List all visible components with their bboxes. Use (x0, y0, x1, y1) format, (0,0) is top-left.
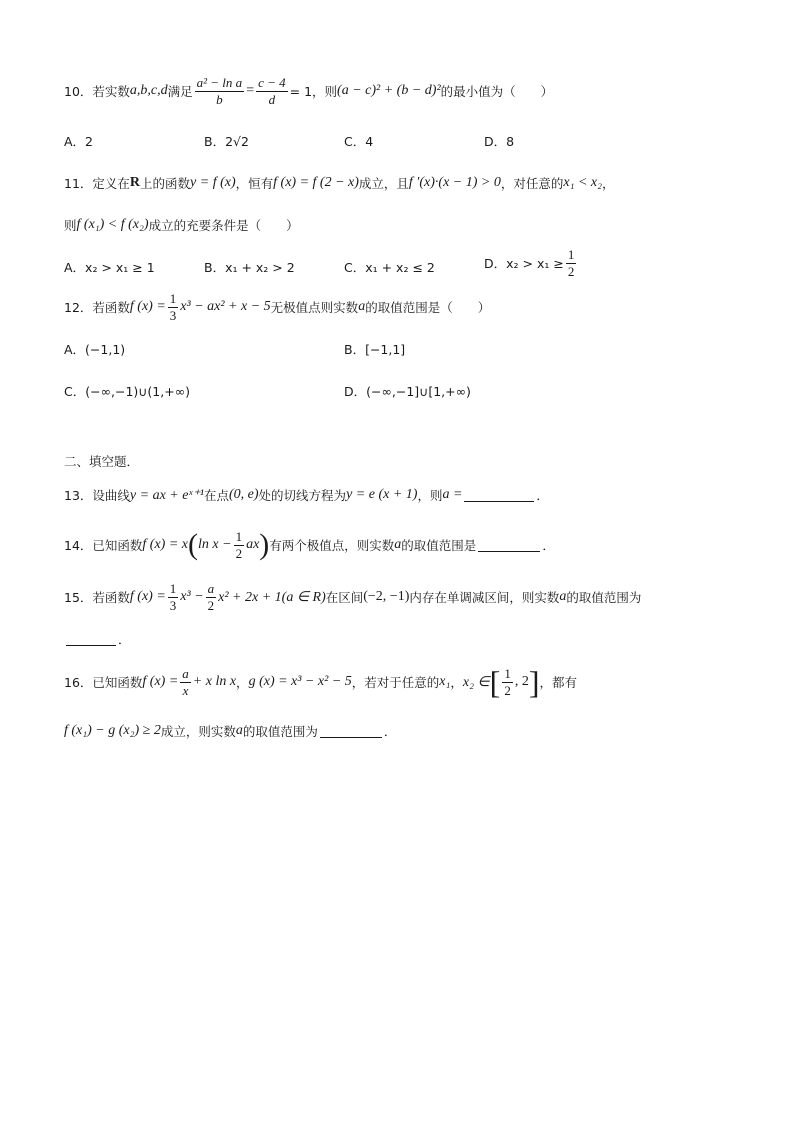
fraction-numerator: 1 (169, 291, 177, 306)
q11-identity: f (x) = f (2 − x) (273, 175, 359, 190)
q15-expression: x³ − (180, 589, 204, 605)
q12-option-c[interactable]: C．(−∞,−1)∪(1,+∞) (64, 384, 190, 399)
q14-stem (64, 530, 555, 560)
q12-expression: x³ − ax² + x − 5 (180, 299, 271, 315)
q10-option-c[interactable]: C．4 (344, 134, 374, 149)
left-bracket: [ (489, 664, 501, 700)
q11-text: ，对任意的 (500, 176, 564, 191)
q15-function-name: f (x) = (129, 589, 166, 605)
q11-tail: 成立的充要条件是（ ） (148, 218, 299, 233)
q12-variable: a (358, 299, 366, 315)
q16-answer-blank[interactable] (320, 725, 382, 738)
q10-option-d[interactable]: D．8 (484, 134, 515, 149)
q16-x1: x₁ (439, 674, 451, 689)
fraction-denominator: d (268, 91, 276, 107)
q10-fraction-1 (195, 76, 245, 106)
q11-option-d-fraction (566, 248, 577, 278)
q16-inequality: f (x₁) − g (x₂) ≥ 2 (64, 723, 161, 738)
q12-fraction (168, 292, 179, 322)
q14-fraction (234, 530, 245, 560)
q11-option-d-label: D．x₂ > x₁ ≥ (484, 256, 564, 272)
q12-function-name: f (x) = (129, 299, 166, 315)
q11-function: y = f (x) (190, 175, 236, 190)
q10-option-b[interactable]: B．2√2 (204, 134, 249, 149)
q14-text: 有两个极值点，则实数 (269, 538, 395, 554)
q12-stem (64, 292, 490, 322)
fraction-denominator: 2 (504, 682, 511, 698)
q16-interval-end: , 2 (514, 674, 529, 689)
real-set-symbol: R (129, 175, 141, 190)
q15-number: 15．若函数 (64, 590, 130, 606)
q14-function-name: f (x) = x (142, 537, 188, 553)
q11-inequality: f (x₁) < f (x₂) (76, 217, 149, 232)
fraction-denominator: 2 (235, 545, 243, 561)
q16-f-expression: + x ln x (192, 674, 237, 689)
q11-option-a[interactable]: A．x₂ > x₁ ≥ 1 (64, 260, 155, 275)
q11-option-b[interactable]: B．x₁ + x₂ > 2 (204, 260, 295, 275)
q16-text: 的取值范围为 (242, 724, 318, 739)
q14-variable: a (394, 537, 402, 553)
q10-vars: a,b,c,d (129, 83, 168, 99)
q14-number: 14．已知函数 (64, 538, 143, 554)
q16-text: ，若对于任意的 (351, 675, 440, 690)
q15-expression: x² + 2x + 1(a ∈ R) (218, 589, 326, 605)
q16-stem-line1 (64, 666, 577, 698)
q15-answer-blank[interactable] (66, 633, 116, 646)
q13-variable: a = (442, 487, 463, 502)
fraction-denominator: 3 (169, 597, 177, 613)
q14-answer-blank[interactable] (478, 539, 540, 552)
fraction-numerator: 1 (169, 581, 177, 596)
q16-fraction (180, 667, 191, 697)
q11-text: 则 (64, 218, 77, 233)
q16-text: 成立，则实数 (160, 724, 236, 739)
fraction-numerator: a² − ln a (196, 75, 243, 90)
q15-fraction-2 (206, 582, 217, 612)
section-title-fill-in: 二、填空题． (64, 454, 140, 469)
q15-text: 的取值范围为 (566, 590, 642, 606)
q13-curve: y = ax + eˣ⁺¹ (129, 487, 204, 503)
q10-fraction-2 (256, 76, 288, 106)
fraction-numerator: 1 (504, 665, 511, 681)
fraction-numerator: a (207, 581, 215, 596)
right-paren: ) (259, 528, 270, 562)
q13-tangent-line: y = e (x + 1) (346, 487, 418, 502)
q14-expression: ln x − (198, 537, 232, 553)
q16-number: 16．已知函数 (64, 675, 143, 690)
fraction-denominator: 3 (169, 307, 177, 323)
period: ． (542, 538, 555, 554)
q10-text: 满足 (167, 84, 193, 100)
q11-text: ， (601, 176, 615, 191)
fraction-numerator: 1 (567, 247, 575, 262)
q11-stem-line2 (64, 216, 299, 234)
fraction-denominator: x (182, 682, 189, 698)
q16-variable: a (235, 723, 243, 738)
q11-text: 成立，且 (358, 176, 409, 191)
q11-option-c[interactable]: C．x₁ + x₂ ≤ 2 (344, 260, 435, 275)
q13-point: (0, e) (229, 487, 259, 502)
q11-stem-line1 (64, 174, 615, 192)
equals: = (246, 83, 255, 99)
q16-text: ，都有 (539, 675, 577, 690)
q13-text: ，则 (417, 488, 443, 503)
q16-x2: x₂ ∈ (462, 674, 490, 690)
q11-option-d[interactable] (484, 248, 578, 278)
q15-variable: a (559, 589, 567, 605)
fraction-denominator: 2 (207, 597, 215, 613)
fraction-numerator: a (182, 665, 189, 681)
q13-stem (64, 486, 549, 504)
q10-option-a[interactable]: A．2 (64, 134, 94, 149)
q10-text: = 1，则 (289, 84, 338, 100)
period: ． (536, 488, 549, 503)
fraction-denominator: 2 (567, 263, 575, 279)
q13-text: 在点 (203, 488, 229, 503)
q11-order-condition: x₁ < x₂ (563, 175, 602, 190)
fraction-numerator: c − 4 (258, 75, 286, 90)
q12-option-d[interactable]: D．(−∞,−1]∪[1,+∞) (344, 384, 471, 399)
fraction-numerator: 1 (235, 529, 243, 544)
q12-option-a[interactable]: A．(−1,1) (64, 342, 126, 357)
q15-stem-line2 (64, 630, 131, 648)
q12-number: 12．若函数 (64, 300, 130, 316)
q15-fraction-1 (168, 582, 179, 612)
q16-stem-line2 (64, 722, 396, 740)
separator: ， (450, 675, 463, 690)
q11-text: ，恒有 (235, 176, 274, 191)
q15-text: 在区间 (325, 590, 364, 606)
separator: ， (236, 675, 249, 690)
q13-answer-blank[interactable] (464, 489, 534, 502)
fraction-denominator: b (216, 91, 223, 107)
q12-option-b[interactable]: B．[−1,1] (344, 342, 406, 357)
q13-text: 处的切线方程为 (258, 488, 347, 503)
q11-number: 11．定义在 (64, 176, 130, 191)
period: ． (383, 724, 397, 739)
left-paren: ( (188, 528, 198, 562)
q10-number: 10．若实数 (64, 84, 130, 100)
q11-derivative-condition: f ′(x)·(x − 1) > 0 (408, 175, 501, 190)
q10-expression: (a − c)² + (b − d)² (337, 83, 441, 99)
q10-tail: 的最小值为（ ） (440, 84, 554, 100)
q16-g-function: g (x) = x³ − x² − 5 (248, 674, 352, 689)
q16-f-name: f (x) = (142, 674, 179, 689)
q12-tail: 的取值范围是（ ） (365, 300, 491, 316)
period: ． (118, 632, 131, 647)
q14-text: 的取值范围是 (401, 538, 477, 554)
q15-text: 内存在单调减区间，则实数 (409, 590, 560, 606)
q12-text: 无极值点则实数 (270, 300, 359, 316)
q14-expression: ax (246, 537, 260, 553)
q13-number: 13．设曲线 (64, 488, 130, 503)
q16-bracket-fraction (502, 667, 513, 697)
right-bracket: ] (528, 664, 540, 700)
q15-stem-line1 (64, 582, 641, 612)
q10-stem (64, 76, 553, 106)
q11-text: 上的函数 (140, 176, 191, 191)
q15-interval: (−2, −1) (363, 589, 410, 605)
